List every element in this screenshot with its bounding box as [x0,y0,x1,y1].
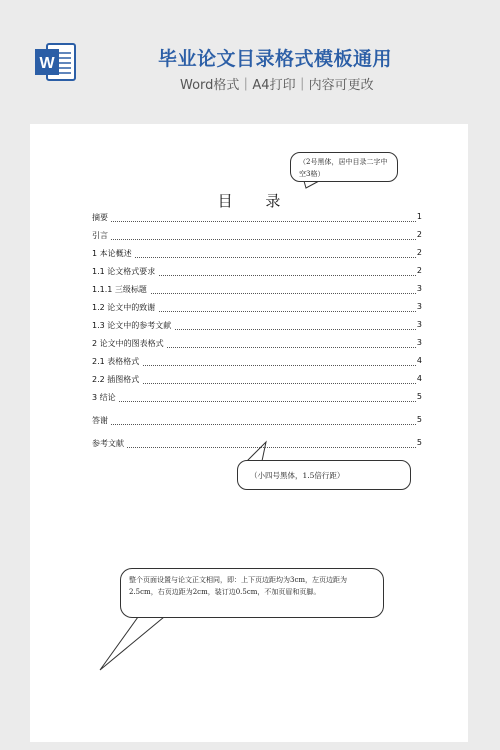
toc-entry-label: 参考文献 [92,438,127,449]
toc-entry-page: 2 [416,266,422,275]
toc-entry [92,338,422,350]
toc-entry-page: 5 [416,438,422,447]
toc-entry-label: 3 结论 [92,392,119,403]
dot-leader [92,401,416,402]
page-subtitle: Word格式｜A4打印｜内容可更改 [180,78,374,93]
toc-entry [92,266,422,278]
toc-entry [92,374,422,386]
toc-entry-page: 3 [416,284,422,293]
toc-entry [92,284,422,296]
toc-entry-label: 1.2 论文中的致谢 [92,302,158,313]
toc-entry-page: 2 [416,248,422,257]
toc-entry-page: 4 [416,356,422,365]
toc-entry-page: 4 [416,374,422,383]
toc-entry [92,392,422,404]
toc-entry-page: 1 [416,212,422,221]
toc-entry-label: 2.1 表格格式 [92,356,142,367]
callout-page-setup: 整个页面设置与论文正文相同，即：上下页边距均为3cm，左页边距为2.5cm，右页边距为2cm，装订边0.5cm，不加页眉和页脚。 [120,568,384,618]
toc-entry-page: 3 [416,338,422,347]
header [0,0,500,120]
dot-leader [92,424,416,425]
toc-entry [92,356,422,368]
toc-entry [92,438,422,450]
dot-leader [92,221,416,222]
toc-entry-label: 2 论文中的图表格式 [92,338,167,349]
toc-entry-label: 答谢 [92,415,111,426]
callout-entry-format: （小四号黑体，1.5倍行距） [237,460,411,490]
document-page [30,124,468,742]
toc-entry [92,320,422,332]
toc-entry-label: 1.3 论文中的参考文献 [92,320,174,331]
toc-entry-label: 1.1.1 三级标题 [92,284,150,295]
toc-entry-page: 2 [416,230,422,239]
toc-entry-label: 摘要 [92,212,111,223]
dot-leader [92,447,416,448]
page-title: 毕业论文目录格式模板通用 [158,48,393,70]
toc-entry [92,212,422,224]
dot-leader [92,239,416,240]
toc-entry-page: 5 [416,392,422,401]
svg-text:W: W [39,55,55,72]
dot-leader [92,257,416,258]
callout-title-format: （2号黑体，居中目录二字中空3格） [290,152,398,182]
toc-entry [92,415,422,427]
toc-entry [92,248,422,260]
toc-entry-page: 3 [416,320,422,329]
toc-entry-label: 2.2 插图格式 [92,374,142,385]
toc-entry [92,230,422,242]
toc-entry-page: 3 [416,302,422,311]
word-icon [33,41,77,83]
toc-entry-page: 5 [416,415,422,424]
toc-entry-label: 1.1 论文格式要求 [92,266,158,277]
toc-heading: 目 录 [217,192,295,210]
toc-entry [92,302,422,314]
toc-entry-label: 引言 [92,230,111,241]
toc-entry-label: 1 本论概述 [92,248,135,259]
